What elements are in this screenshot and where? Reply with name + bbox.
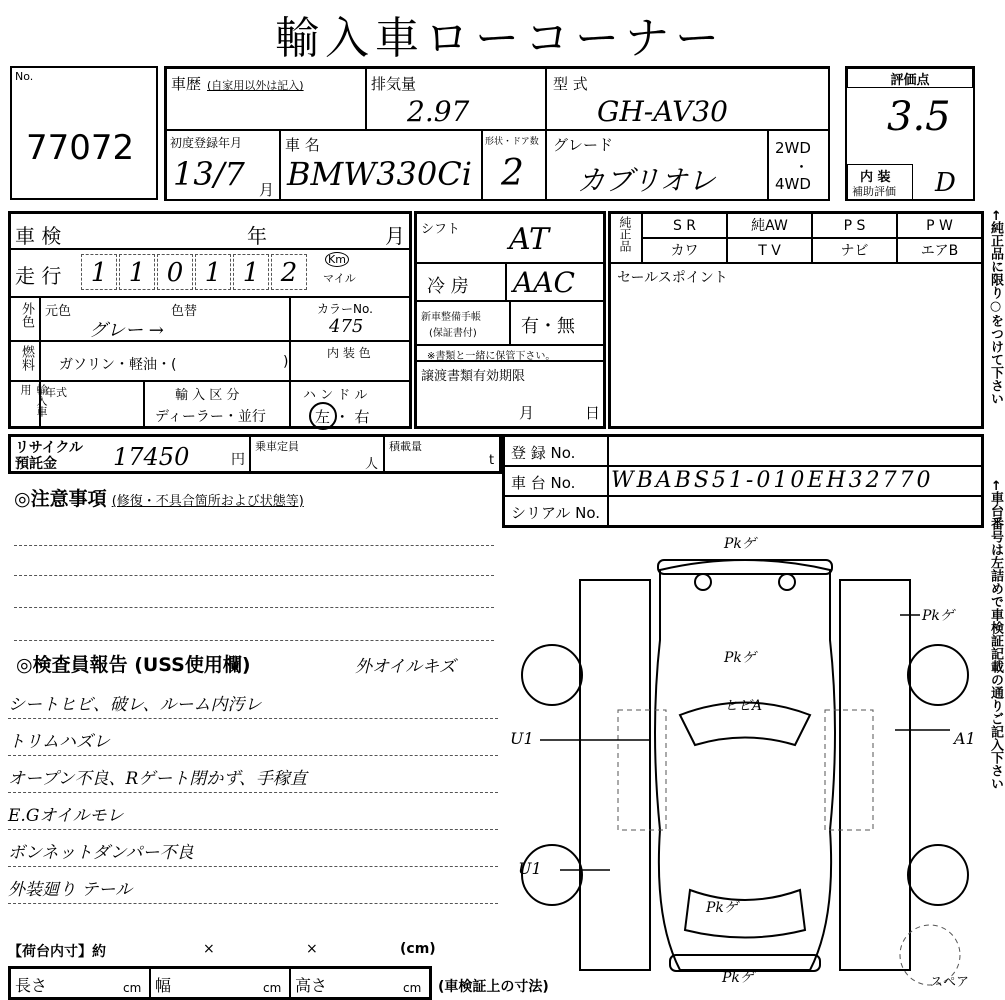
mileage-digit: 1 — [195, 254, 231, 290]
drive-2wd: 2WD — [775, 139, 811, 157]
equipment-item: ナビ — [812, 238, 897, 263]
caution-line — [14, 607, 494, 608]
recycle-row — [8, 434, 502, 474]
aircon-value: AAC — [513, 266, 575, 299]
cargo-x2: × — [306, 941, 318, 957]
equipment-grid — [642, 213, 982, 263]
interior-sub-label: 補助評価 — [852, 185, 896, 198]
interior-color-cell — [290, 341, 410, 381]
drive-4wd: 4WD — [775, 175, 811, 193]
inspector-label: ◎検査員報告 (USS使用欄) — [16, 654, 251, 676]
grade-value: カブリオレ — [577, 164, 716, 197]
car-name-label: 車 名 — [285, 136, 320, 154]
equipment-item: S R — [642, 213, 727, 238]
fuel-close: ) — [283, 354, 289, 370]
import-year-cell — [40, 381, 144, 427]
car-damage-diagram — [510, 530, 980, 990]
diagram-mark: ヒビA — [724, 698, 763, 714]
doors-cell — [482, 130, 546, 201]
equipment-item: T V — [727, 238, 812, 263]
front-right-wheel — [908, 645, 968, 705]
equipment-item: P S — [812, 213, 897, 238]
color-value: グレー → — [89, 320, 164, 341]
import-label-cell — [10, 381, 48, 427]
diagram-mark: Pkゲ — [922, 608, 954, 624]
chassis-label-cell — [504, 466, 608, 496]
doors-label: 形状・ドア数 — [485, 137, 539, 147]
shift-cell — [416, 213, 604, 263]
history-cell — [166, 68, 366, 130]
diagram-mark: Pkゲ — [724, 650, 756, 666]
mileage-label: 走 行 — [15, 264, 62, 288]
color-code-cell — [290, 297, 410, 341]
transfer-month: 月 — [519, 404, 535, 422]
caution-label: ◎注意事項 — [14, 488, 107, 510]
inspection-month: 月 — [385, 224, 405, 248]
recycle-unit: 円 — [231, 452, 245, 468]
id-block — [502, 434, 984, 528]
equipment-label-cell — [610, 213, 642, 263]
mileage-digit: 2 — [271, 254, 307, 290]
lot-number: 77072 — [26, 128, 135, 168]
height-label: 高さ — [295, 976, 328, 995]
width-unit: cm — [263, 981, 282, 995]
import-label: 輸入車用 — [19, 384, 48, 417]
aircon-label: 冷 房 — [427, 276, 469, 297]
cargo-label: 【荷台内寸】約 — [8, 944, 106, 960]
capacity-label: 乗車定員 — [255, 440, 299, 453]
width-cell — [150, 968, 290, 998]
car-body-outline — [655, 560, 835, 970]
interior-score-value: D — [935, 168, 956, 198]
handle-label: ハ ン ド ル — [303, 388, 368, 403]
first-reg-label: 初度登録年月 — [170, 136, 243, 150]
diagram-mark: U1 — [518, 859, 542, 878]
equipment-label: 純正品 — [618, 216, 632, 252]
load-unit: t — [489, 453, 495, 468]
chassis-side-note: ←車台番号は左詰めで車検証記載の通りご記入下さい — [988, 480, 1003, 790]
caution-line — [14, 640, 494, 641]
cargo-row — [8, 941, 438, 963]
grade-cell — [546, 130, 768, 201]
first-reg-cell — [166, 130, 280, 201]
import-class-label: 輸 入 区 分 — [175, 388, 240, 403]
inspector-line: ボンネットダンパー不良 — [8, 838, 498, 867]
chassis-label: 車 台 No. — [511, 474, 576, 492]
front-bumper — [658, 560, 832, 574]
maint-label: 新車整備手帳 — [421, 312, 481, 323]
exterior-color-label-cell — [10, 297, 40, 341]
recycle-label: リサイクル — [15, 440, 84, 456]
height-unit: cm — [403, 981, 422, 995]
cargo-unit: (cm) — [400, 941, 436, 957]
inspector-line: シートヒビ、破レ、ルーム内汚レ — [8, 690, 498, 719]
serial-value-cell — [608, 496, 982, 526]
length-unit: cm — [123, 981, 142, 995]
chassis-value: WBABS51-010EH32770 — [611, 468, 934, 493]
exterior-color-label: 外色 — [19, 302, 34, 328]
inspector-line: E.Gオイルモレ — [8, 801, 498, 830]
rear-right-wheel — [908, 845, 968, 905]
score-box — [845, 66, 975, 201]
page-title: 輸入車ローコーナー — [275, 13, 725, 64]
sales-point-cell — [610, 263, 982, 427]
import-year-label: 年式 — [45, 386, 67, 399]
load-cell — [384, 436, 500, 472]
height-cell — [290, 968, 430, 998]
caution-sub: (修復・不具合箇所および状態等) — [111, 494, 304, 509]
first-reg-unit: 月 — [259, 181, 275, 199]
spare-label: スペア — [930, 975, 970, 990]
aircon-label-cell — [416, 263, 506, 301]
displacement-label: 排気量 — [371, 75, 417, 93]
color-code-value: 475 — [329, 316, 364, 337]
load-label: 積載量 — [389, 440, 422, 453]
handle-value: 左 ・ 右 — [315, 408, 370, 426]
history-label: 車歴 — [171, 75, 202, 93]
exterior-color-cell — [40, 297, 290, 341]
history-sub: (自家用以外は記入) — [207, 79, 304, 92]
shift-value: AT — [509, 222, 550, 257]
registration-value-cell — [608, 436, 982, 466]
score-header — [847, 68, 973, 88]
rear-bumper — [670, 955, 820, 971]
drive-dot: ・ — [794, 158, 810, 176]
color-changed-label: 色替 — [171, 304, 198, 319]
color-code-label: カラーNo. — [317, 302, 373, 316]
shift-label: シフト — [421, 222, 461, 237]
cargo-x1: × — [203, 941, 215, 957]
capacity-unit: 人 — [365, 457, 379, 472]
import-class-value: ディーラー・並行 — [155, 409, 266, 425]
aircon-value-cell — [506, 263, 604, 301]
inspector-line: オープン不良、Rゲート閉かず、手稼直 — [8, 764, 498, 793]
mileage-unit-km: Km — [325, 252, 349, 267]
fuel-value: ガソリン・軽油・( — [59, 357, 177, 373]
spec-block — [414, 211, 606, 429]
transfer-day: 日 — [585, 404, 601, 422]
maint-value-cell — [510, 301, 604, 345]
lot-number-box — [10, 66, 158, 200]
inspector-head-note: 外オイルキズ — [355, 657, 456, 677]
inspector-line: 外装廻り テール — [8, 875, 498, 904]
interior-color-label: 内 装 色 — [327, 346, 371, 360]
maint-sub-label: (保証書付) — [429, 328, 477, 339]
maint-value: 有・無 — [521, 316, 575, 337]
diagram-mark: Pkゲ — [724, 536, 756, 552]
mileage-digit: 1 — [119, 254, 155, 290]
equipment-side-note: ←純正品に限り○をつけて下さい — [988, 210, 1003, 405]
car-name-cell — [280, 130, 482, 201]
model-label: 型 式 — [553, 75, 588, 93]
recycle-sub-label: 預託金 — [15, 456, 57, 472]
mileage-unit-mile: マイル — [323, 272, 356, 285]
left-headlight — [695, 574, 711, 590]
drive-cell — [768, 130, 830, 201]
import-class-cell — [144, 381, 290, 427]
length-cell — [10, 968, 150, 998]
fuel-label-cell — [10, 341, 40, 381]
mileage-row — [10, 249, 410, 297]
recycle-value: 17450 — [113, 443, 190, 471]
right-side-panel — [840, 580, 910, 970]
registration-label-cell — [504, 436, 608, 466]
maint-note-cell — [416, 345, 604, 361]
inspector-lines — [8, 690, 498, 920]
equipment-item: 純AW — [727, 213, 812, 238]
maint-label-cell — [416, 301, 510, 345]
displacement-value: 2.97 — [407, 95, 470, 128]
diagram-mark: Pkゲ — [706, 900, 738, 916]
front-left-wheel — [522, 645, 582, 705]
inspection-label: 車 検 — [15, 224, 62, 248]
score-value: 3.5 — [887, 94, 951, 140]
diagram-mark: Pkゲ — [722, 970, 754, 986]
displacement-cell — [366, 68, 546, 130]
equipment-item: P W — [897, 213, 982, 238]
condition-block — [8, 211, 412, 429]
equipment-item: カワ — [642, 238, 727, 263]
recycle-cell — [10, 436, 250, 472]
color-orig-label: 元色 — [45, 304, 72, 319]
fuel-cell — [40, 341, 290, 381]
handle-circle — [309, 402, 337, 430]
score-label: 評価点 — [890, 73, 930, 88]
transfer-cell — [416, 361, 604, 427]
serial-label-cell — [504, 496, 608, 526]
sales-point-label: セールスポイント — [617, 270, 728, 286]
first-reg-value: 13/7 — [173, 155, 245, 193]
car-name-value: BMW330Ci — [287, 155, 472, 193]
capacity-cell — [250, 436, 384, 472]
left-side-panel — [580, 580, 650, 970]
maint-note: ※書類と一緒に保管下さい。 — [427, 351, 556, 362]
diagram-mark: A1 — [954, 729, 976, 748]
length-label: 長さ — [15, 976, 48, 995]
grade-label: グレード — [553, 136, 614, 154]
vehicle-info-grid — [164, 66, 830, 201]
inspection-year: 年 — [247, 224, 267, 248]
chassis-value-cell — [608, 466, 982, 496]
width-label: 幅 — [155, 976, 172, 995]
model-cell — [546, 68, 830, 130]
mileage-digit: 0 — [157, 254, 193, 290]
caution-line — [14, 575, 494, 576]
handle-cell — [290, 381, 410, 427]
dims-note: (車検証上の寸法) — [438, 979, 549, 995]
equipment-item: エアB — [897, 238, 982, 263]
equipment-block — [608, 211, 984, 429]
mileage-digit: 1 — [233, 254, 269, 290]
caution-line — [14, 545, 494, 546]
diagram-mark: U1 — [510, 729, 534, 748]
inspection-row — [10, 213, 410, 249]
interior-score-label-cell — [847, 164, 913, 201]
registration-label: 登 録 No. — [511, 444, 576, 462]
serial-label: シリアル No. — [511, 504, 601, 522]
rear-window — [685, 890, 805, 938]
doors-value: 2 — [501, 153, 524, 194]
dims-row — [8, 966, 432, 1000]
inspector-line: トリムハズレ — [8, 727, 498, 756]
lot-label: No. — [15, 70, 34, 83]
model-value: GH-AV30 — [597, 95, 728, 128]
caution-header — [14, 484, 304, 511]
interior-label: 内 装 — [860, 170, 891, 185]
fuel-label: 燃料 — [19, 345, 34, 371]
right-headlight — [779, 574, 795, 590]
transfer-label: 譲渡書類有効期限 — [421, 369, 526, 384]
mileage-digit: 1 — [81, 254, 117, 290]
